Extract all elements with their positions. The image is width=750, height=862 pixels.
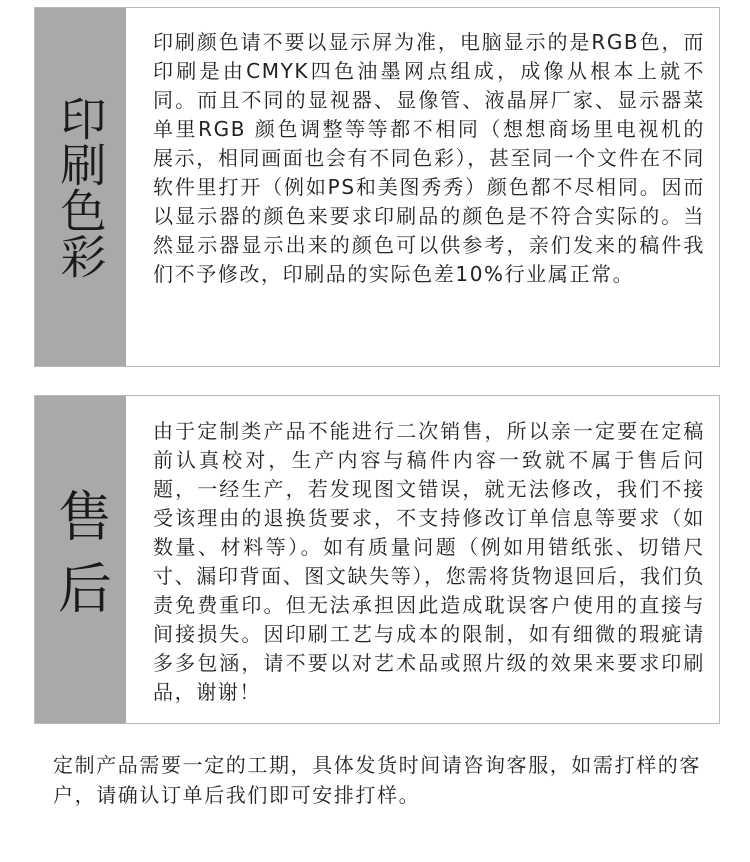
section-side-panel <box>35 8 126 366</box>
section-body-text: 由于定制类产品不能进行二次销售，所以亲一定要在定稿前认真校对，生产内容与稿件内容一致就不属于售后问题，一经生产，若发现图文错误，就无法修改，我们不接受该理由的退换货要求，不支持修改订单信息等要求（如数量、材料等）。如有质量问题（例如用错纸张、切错尺寸、漏印背面、图文缺失等），您需将货物退回后，我们负责免费重印。但无法承担因此造成耽误客户使用的直接与间接损失。因印刷工艺与成本的限制，如有细微的瑕疵请多多包涵，请不要以对艺术品或照片级的效果来要求印刷品，谢谢！ <box>153 419 705 704</box>
section-side-panel <box>35 396 126 723</box>
section-title: 售后 <box>49 487 113 632</box>
section-body-text: 印刷颜色请不要以显示屏为准，电脑显示的是RGB色，而印刷是由CMYK四色油墨网点组成，成像从根本上就不同。而且不同的显视器、显像管、液晶屏厂家、显示器菜单里RGB 颜色调整等等都不相同（想想商场里电视机的展示，相同画面也会有不同色彩），甚至同一个文件在不同软件里打开（例如PS和美图秀秀）颜色都不尽相同。因而以显示器的颜色来要求印刷品的颜色是不符合实际的。当然显示器显示出来的颜色可以供参考，亲们发来的稿件我们不予修改，印刷品的实际色差10%行业属正常。 <box>153 30 705 286</box>
footer-note: 定制产品需要一定的工期，具体发货时间请咨询客服，如需打样的客户，请确认订单后我们即可安排打样。 <box>53 753 701 807</box>
print-color-section <box>34 7 720 367</box>
after-sales-section <box>34 395 720 724</box>
section-title: 印刷色彩 <box>53 95 108 279</box>
